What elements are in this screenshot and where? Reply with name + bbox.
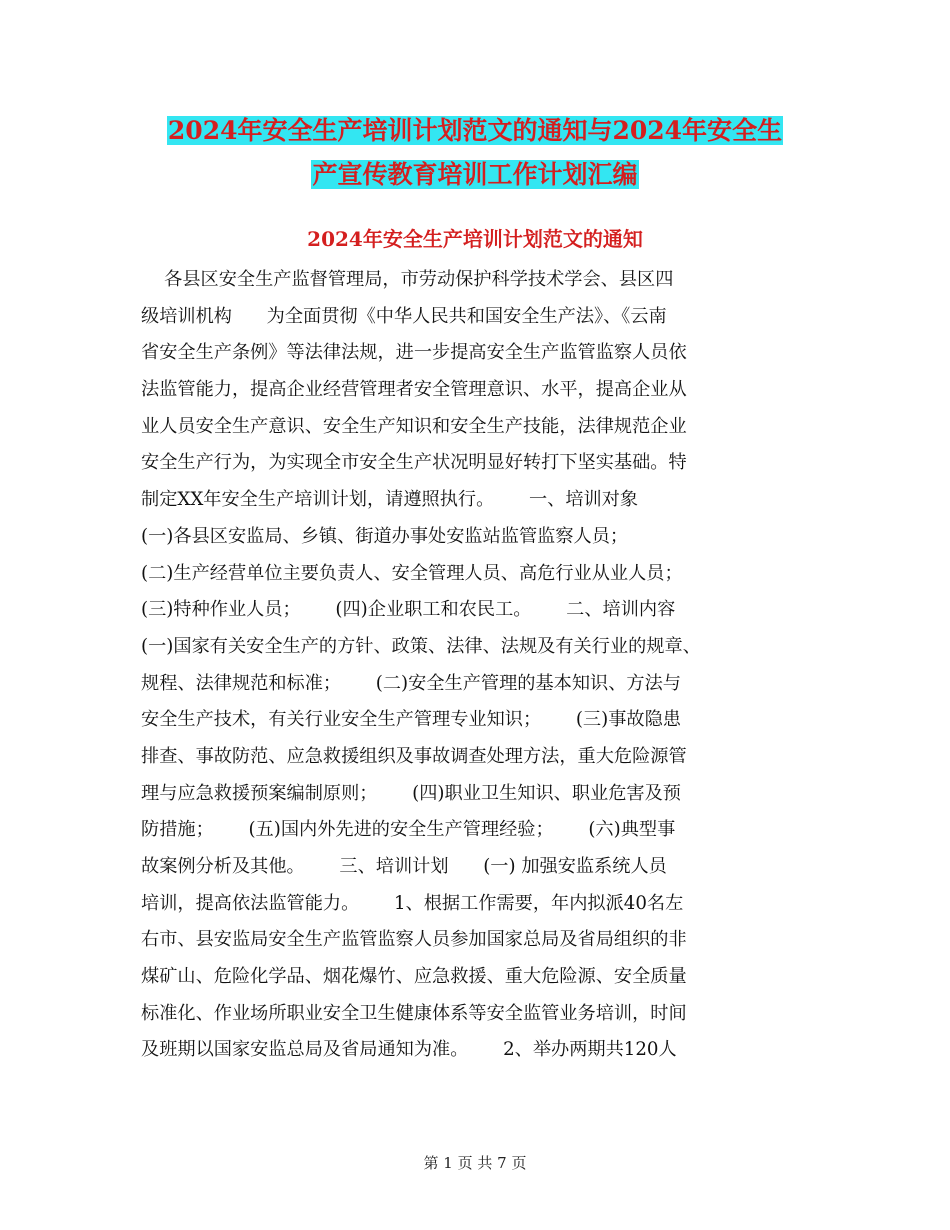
page-footer: 第 1 页 共 7 页	[423, 1154, 527, 1172]
body-line: 排查、事故防范、应急救援组织及事故调查处理方法，重大危险源管	[141, 745, 687, 767]
body-line: 规程、法律规范和标准； (二)安全生产管理的基本知识、方法与	[141, 672, 681, 694]
body-paragraph	[141, 262, 809, 1069]
title-highlight-2: 产宣传教育培训工作计划汇编	[312, 160, 638, 189]
body-line: 防措施； (五)国内外先进的安全生产管理经验； (六)典型事	[141, 819, 676, 841]
body-line: 及班期以国家安监总局及省局通知为准。 2、举办两期共120人	[141, 1039, 677, 1061]
body-line: 煤矿山、危险化学品、烟花爆竹、应急救援、重大危险源、安全质量	[141, 966, 687, 988]
section-subtitle: 2024年安全生产培训计划范文的通知	[307, 227, 643, 251]
body-line: 制定XX年安全生产培训计划，请遵照执行。 一、培训对象	[141, 489, 639, 511]
body-line: 法监管能力，提高企业经营管理者安全管理意识、水平，提高企业从	[141, 379, 687, 401]
body-line: (一)国家有关安全生产的方针、政策、法律、法规及有关行业的规章、	[141, 635, 701, 657]
body-line: (二)生产经营单位主要负责人、安全管理人员、高危行业从业人员；	[141, 562, 683, 584]
body-line: (一)各县区安监局、乡镇、街道办事处安监站监管监察人员；	[141, 525, 629, 547]
body-line: 右市、县安监局安全生产监管监察人员参加国家总局及省局组织的非	[141, 929, 687, 951]
title-highlight-1: 2024年安全生产培训计划范文的通知与2024年安全生	[167, 116, 783, 145]
body-line: 安全生产技术，有关行业安全生产管理专业知识； (三)事故隐患	[141, 709, 681, 731]
body-line: 业人员安全生产意识、安全生产知识和安全生产技能，法律规范企业	[141, 415, 687, 437]
body-line: 省安全生产条例》等法律法规，进一步提高安全生产监管监察人员依	[141, 342, 687, 364]
body-line: (三)特种作业人员； (四)企业职工和农民工。 二、培训内容	[141, 599, 676, 621]
body-line: 理与应急救援预案编制原则； (四)职业卫生知识、职业危害及预	[141, 782, 681, 804]
body-line: 各县区安全生产监督管理局，市劳动保护科学技术学会、县区四	[141, 269, 674, 290]
body-line: 故案例分析及其他。 三、培训计划 (一) 加强安监系统人员	[141, 856, 667, 877]
document-title-line-1	[0, 112, 950, 150]
body-line: 级培训机构 为全面贯彻《中华人民共和国安全生产法》、《云南	[141, 305, 667, 327]
document-title-line-2	[0, 156, 950, 194]
body-line: 培训，提高依法监管能力。 1、根据工作需要，年内拟派40名左	[141, 892, 684, 914]
body-line: 标准化、作业场所职业安全卫生健康体系等安全监管业务培训，时间	[141, 1002, 687, 1024]
body-line: 安全生产行为，为实现全市安全生产状况明显好转打下坚实基础。特	[141, 452, 687, 474]
